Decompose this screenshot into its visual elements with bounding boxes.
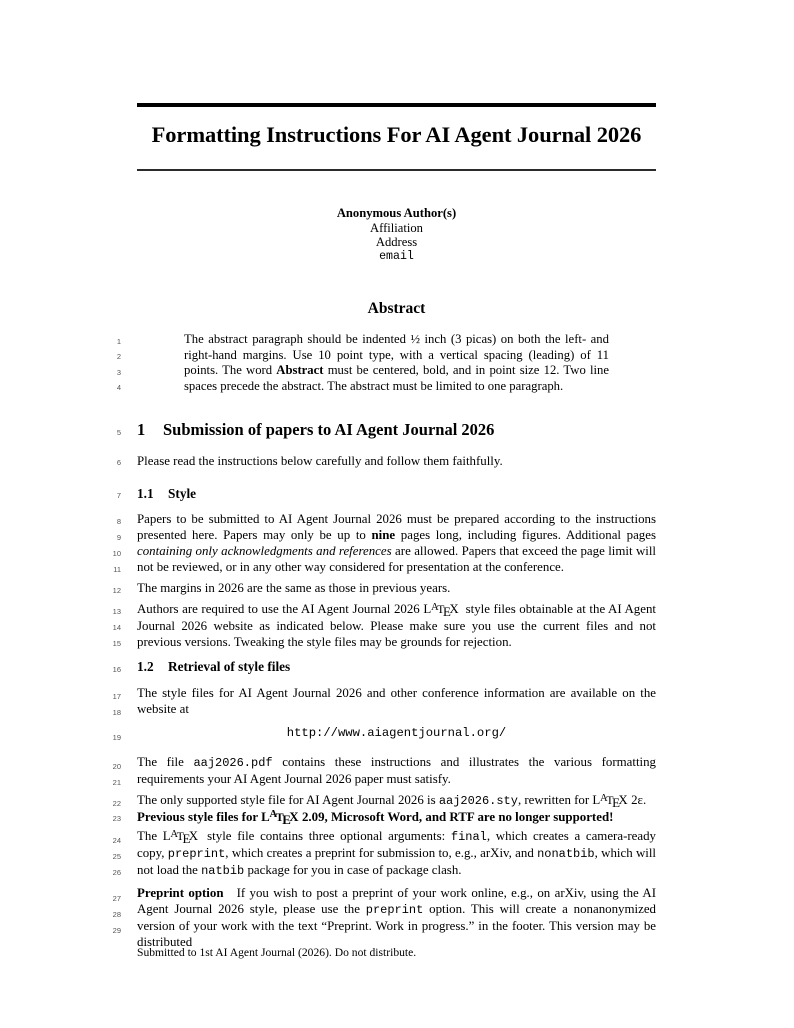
author-name: Anonymous Author(s): [336, 206, 457, 220]
p4-text-c: , which creates a camera-ready copy,: [137, 829, 656, 860]
author-block: [137, 206, 656, 264]
p4-text-b: style file contains three optional arguments:: [201, 829, 451, 843]
line-number: 26: [112, 868, 121, 877]
p3b-text-b: , rewritten for: [517, 793, 593, 807]
code-aaj2026-pdf: aaj2026.pdf: [193, 756, 273, 770]
line-number: 22: [112, 799, 121, 808]
section-1-1-paragraph-3: [137, 602, 656, 651]
line-number: 16: [112, 665, 121, 674]
abstract-text-1: The abstract paragraph should be indented ½ inch (3 picas) on both the left- and right-hand margins. Use 10 point type, with a vertical spacing (leading) of 11 points. The word: [184, 332, 609, 378]
p4-text-d: , which creates a preprint for submission to, e.g., arXiv, and: [225, 845, 538, 860]
latex-logo: $L^ATEX$: [261, 809, 299, 827]
line-number: 2: [116, 352, 121, 361]
section-title-1-1: Style: [168, 486, 197, 501]
section-1-1-paragraph-1: [137, 512, 656, 576]
abstract-bold-word: Abstract: [276, 363, 324, 378]
line-number: 11: [113, 565, 121, 574]
section-number-1-2: 1.2: [137, 659, 154, 674]
line-number: 23: [112, 814, 121, 823]
line-number: 19: [112, 733, 121, 742]
author-affiliation: Affiliation: [370, 220, 423, 235]
p4-text-f: package for you in case of package clash.: [244, 862, 462, 877]
p-text-a: Papers to be submitted to AI Agent Journal 2026 must be prepared according to the instructions presented here. Papers may only be up to: [137, 512, 656, 542]
preprint-option-paragraph: [137, 886, 656, 951]
line-number: 29: [112, 926, 121, 935]
p3b-text-a: The only supported style file for AI Agent Journal 2026 is: [137, 793, 439, 807]
section-1-2-paragraph-1: The style files for AI Agent Journal 2026 and other conference information are available on the website at: [137, 686, 656, 716]
line-number: 9: [116, 533, 121, 542]
p-text-b: pages long, including figures. Additional pages: [395, 527, 656, 542]
line-number: 27: [112, 894, 121, 903]
latex-logo: $L^ATEX$: [162, 828, 198, 846]
abstract-paragraph: [184, 332, 609, 395]
latex-logo: $L^ATEX$: [592, 792, 628, 810]
p3b-bold-a: Previous style files for: [137, 809, 262, 824]
p3-text-b: style files obtainable at the AI Agent Journal 2026 website as indicated below. Please make sure you use the current files and not previous versions. Tweaking the style files may be grounds for rejection.: [137, 602, 657, 649]
section-title-1: Submission of papers to AI Agent Journal 2026: [163, 420, 495, 439]
section-1-1-paragraph-2: The margins in 2026 are the same as those in previous years.: [137, 581, 451, 595]
line-number: 24: [112, 836, 121, 845]
title-rule-bottom: [137, 169, 656, 171]
code-preprint: preprint: [167, 846, 226, 861]
section-1-2-paragraph-2: [137, 755, 656, 788]
section-title-1-2: Retrieval of style files: [168, 659, 291, 674]
code-final: final: [450, 830, 487, 844]
section-number-1-1: 1.1: [137, 486, 154, 501]
preprint-option-label: Preprint option: [137, 886, 224, 900]
code-preprint-option: preprint: [365, 902, 424, 917]
line-number: 1: [116, 337, 121, 346]
p-bold-nine: nine: [371, 527, 396, 542]
code-natbib: natbib: [201, 863, 245, 878]
p5-text-a: If you wish to post a preprint of your work online, e.g., on arXiv, using the AI Agent Journal 2026 style, please use the: [137, 886, 657, 916]
line-number: 20: [112, 762, 121, 771]
p-text-c: are allowed. Papers that exceed the page limit will not be reviewed, or in any other way considered for presentation at the conference.: [137, 543, 656, 574]
p4-text-e: , which will not load the: [137, 845, 656, 877]
section-heading-1-2: [137, 659, 656, 675]
line-number: 8: [116, 517, 121, 526]
section-heading-1: [137, 420, 656, 440]
author-address: Address: [375, 235, 418, 250]
code-nonatbib: nonatbib: [537, 846, 595, 861]
code-aaj2026-sty: aaj2026.sty: [438, 794, 518, 808]
line-number: 25: [112, 852, 121, 861]
latex-logo: $L^ATEX$: [423, 601, 459, 619]
section-number-1: 1: [137, 420, 146, 439]
title-rule-top: [137, 103, 656, 107]
line-number: 21: [112, 778, 121, 787]
style-files-url[interactable]: http://www.aiagentjournal.org/: [286, 726, 507, 740]
line-number: 6: [116, 458, 121, 467]
line-number: 12: [112, 586, 121, 595]
section-1-intro-paragraph: Please read the instructions below carefully and follow them faithfully.: [137, 454, 503, 468]
p3b-latex2e-tail: 2ε.: [631, 793, 647, 807]
line-number: 7: [116, 491, 121, 500]
line-number: 4: [116, 383, 121, 392]
abstract-text-2: must be centered, bold, and in point size 12. Two line spaces precede the abstract. The abstract must be limited to one paragraph.: [184, 363, 609, 394]
line-number: 5: [116, 428, 121, 437]
line-number: 14: [112, 623, 121, 632]
p-italic-phrase: containing only acknowledgments and references: [137, 543, 392, 558]
section-heading-1-1: [137, 486, 656, 502]
line-number: 18: [112, 708, 121, 717]
line-number: 15: [112, 639, 121, 648]
page-title: Formatting Instructions For AI Agent Journal 2026: [151, 122, 642, 147]
p3b-bold-b: 2.09, Microsoft Word, and RTF are no longer supported!: [301, 809, 614, 824]
page-footer: Submitted to 1st AI Agent Journal (2026). Do not distribute.: [137, 946, 417, 959]
abstract-heading: Abstract: [367, 300, 426, 317]
line-number: 3: [116, 368, 121, 377]
p3-text-a: Authors are required to use the AI Agent Journal 2026: [137, 602, 424, 616]
p2-text-b: contains these instructions and illustrates the various formatting requirements your AI Agent Journal 2026 paper must satisfy.: [137, 755, 656, 786]
p2-text-a: The file: [137, 755, 194, 769]
line-number: 10: [112, 549, 121, 558]
section-1-2-paragraph-4: [137, 829, 656, 880]
p5-text-b: option. This will create a nonanonymized version of your work with the text “Preprint. Work in progress.” in the footer. This version may be distributed: [137, 901, 656, 949]
line-number: 17: [112, 692, 121, 701]
section-1-2-paragraph-3: [137, 793, 656, 827]
line-number: 28: [112, 910, 121, 919]
line-number: 13: [112, 607, 121, 616]
p4-text-a: The: [137, 829, 163, 843]
author-email: email: [379, 249, 414, 263]
